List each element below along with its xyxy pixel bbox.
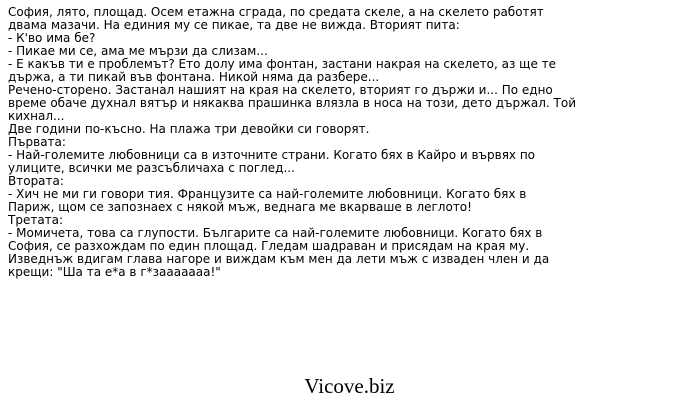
joke-line: - Най-големите любовници са в източните страни. Когато бях в Кайро и вървях по bbox=[8, 148, 536, 162]
joke-line: - Пикае ми се, ама ме мързи да слизам... bbox=[8, 44, 268, 58]
joke-line: - Хич не ми ги говори тия. Французите са най-големите любовници. Когато бях в bbox=[8, 187, 527, 201]
joke-line: Изведнъж вдигам глава нагоре и виждам към мен да лети мъж с изваден член и да bbox=[8, 252, 550, 266]
joke-line: Втората: bbox=[8, 174, 64, 188]
joke-text bbox=[8, 6, 580, 279]
joke-line: двама мазачи. На единия му се пикае, та две не вижда. Вторият пита: bbox=[8, 18, 460, 32]
joke-line: Париж, щом се запознаех с някой мъж, веднага ме вкарваше в леглото! bbox=[8, 200, 472, 214]
joke-line: - Момичета, това са глупости. Българите са най-големите любовници. Когато бях в bbox=[8, 226, 543, 240]
joke-line: София, се разхождам по един площад. Гледам шадраван и присядам на края му. bbox=[8, 239, 530, 253]
joke-line: - К'во има бе? bbox=[8, 31, 96, 45]
joke-line: Речено-сторено. Застанал нашият на края на скелето, вторият го държи и... По едно bbox=[8, 83, 553, 97]
joke-line: Третата: bbox=[8, 213, 64, 227]
joke-line: улиците, всички ме разсъбличаха с поглед... bbox=[8, 161, 295, 175]
joke-line: кихнал... bbox=[8, 109, 65, 123]
joke-line: време обаче духнал вятър и някаква прашинка влязла в носа на този, дето държал. Той bbox=[8, 96, 577, 110]
joke-line: Първата: bbox=[8, 135, 66, 149]
joke-line: Две години по-късно. На плажа три девойки си говорят. bbox=[8, 122, 370, 136]
joke-line: София, лято, площад. Осем етажна сграда, по средата скеле, а на скелето работят bbox=[8, 5, 544, 19]
joke-line: - Е какъв ти е проблемът? Ето долу има фонтан, застани накрая на скелето, аз ще те bbox=[8, 57, 557, 71]
joke-line: държа, а ти пикай във фонтана. Никой няма да разбере... bbox=[8, 70, 380, 84]
site-watermark: Vicove.biz bbox=[304, 374, 395, 398]
joke-line: крещи: "Ша та е*а в г*зааааааа!" bbox=[8, 265, 221, 279]
